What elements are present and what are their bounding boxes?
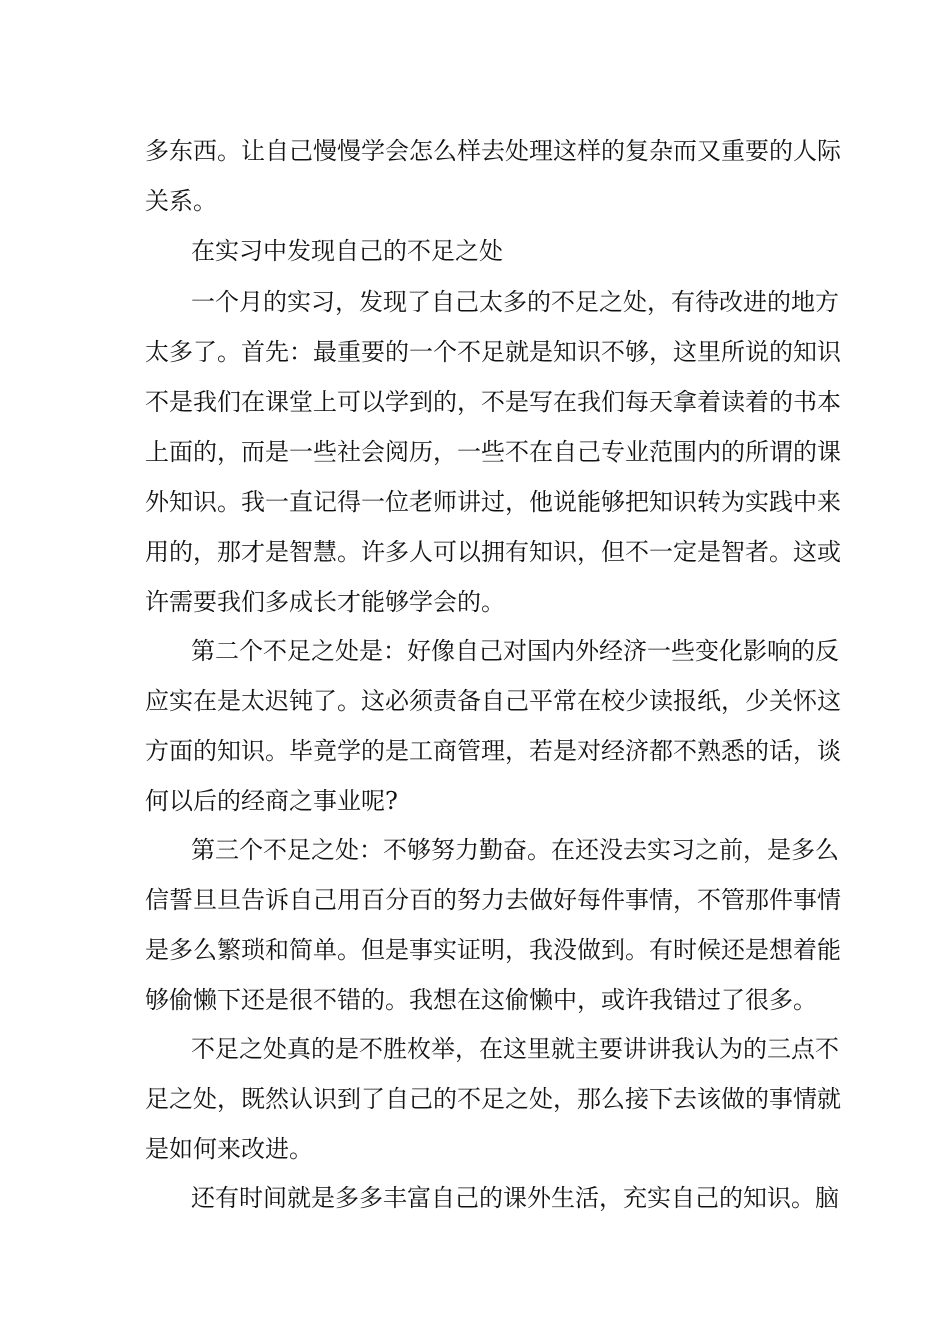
text-line: 足之处，既然认识到了自己的不足之处，那么接下去该做的事情就 [145,1085,841,1113]
text-line: 第三个不足之处：不够努力勤奋。在还没去实习之前，是多么 [191,836,839,864]
text-line: 关系。 [145,187,217,215]
text-line: 还有时间就是多多丰富自己的课外生活，充实自己的知识。脑 [191,1184,839,1212]
text-line: 第二个不足之处是：好像自己对国内外经济一些变化影响的反 [191,637,839,665]
text-line: 上面的，而是一些社会阅历，一些不在自己专业范围内的所谓的课 [145,438,841,466]
text-line: 方面的知识。毕竟学的是工商管理，若是对经济都不熟悉的话，谈 [145,737,841,765]
text-line: 何以后的经商之事业呢? [145,787,398,815]
text-line: 一个月的实习，发现了自己太多的不足之处，有待改进的地方 [191,288,839,316]
text-line: 外知识。我一直记得一位老师讲过，他说能够把知识转为实践中来 [145,488,841,516]
text-line: 不足之处真的是不胜枚举，在这里就主要讲讲我认为的三点不 [191,1035,839,1063]
text-line: 应实在是太迟钝了。这必须责备自己平常在校少读报纸，少关怀这 [145,687,841,715]
text-line: 许需要我们多成长才能够学会的。 [145,588,505,616]
text-line: 是如何来改进。 [145,1135,313,1163]
text-line: 是多么繁琐和简单。但是事实证明，我没做到。有时候还是想着能 [145,936,841,964]
text-line: 太多了。首先：最重要的一个不足就是知识不够，这里所说的知识 [145,338,841,366]
text-line: 不是我们在课堂上可以学到的，不是写在我们每天拿着读着的书本 [145,388,841,416]
text-line: 信誓旦旦告诉自己用百分百的努力去做好每件事情，不管那件事情 [145,886,841,914]
text-line: 用的，那才是智慧。许多人可以拥有知识，但不一定是智者。这或 [145,538,841,566]
text-line: 够偷懒下还是很不错的。我想在这偷懒中，或许我错过了很多。 [145,986,817,1014]
section-heading: 在实习中发现自己的不足之处 [191,237,503,265]
text-line: 多东西。让自己慢慢学会怎么样去处理这样的复杂而又重要的人际 [145,137,841,165]
